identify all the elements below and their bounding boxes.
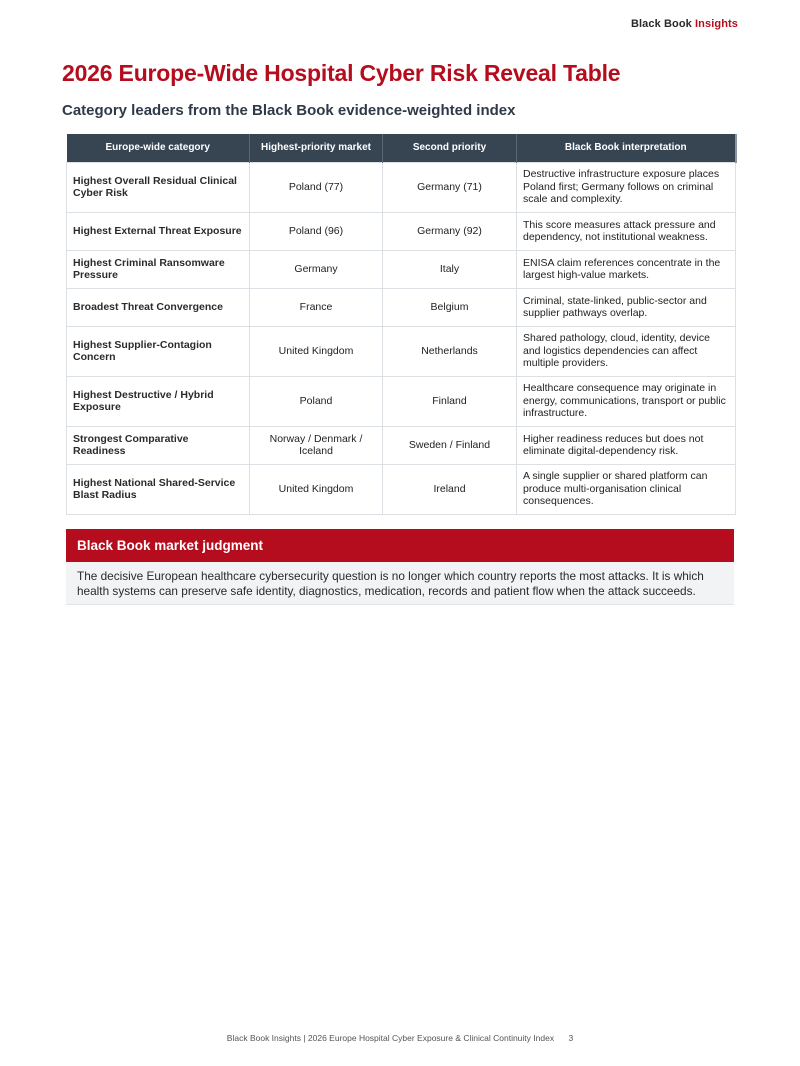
page-number: 3 [568, 1033, 574, 1043]
cell-second: Germany (71) [383, 162, 517, 212]
cell-interpretation: ENISA claim references concentrate in the largest high-value markets. [517, 250, 736, 288]
table-row [67, 288, 736, 326]
cell-category: Highest Destructive / Hybrid Exposure [67, 376, 250, 426]
cell-second: Finland [383, 376, 517, 426]
column-header-highest: Highest-priority market [250, 134, 383, 162]
cell-second: Ireland [383, 464, 517, 514]
cell-interpretation: Criminal, state-linked, public-sector and supplier pathways overlap. [517, 288, 736, 326]
brand-header [631, 18, 738, 30]
cell-highest: Norway / Denmark / Iceland [250, 426, 383, 464]
cell-second: Belgium [383, 288, 517, 326]
table-row [67, 250, 736, 288]
table-row [67, 464, 736, 514]
table-row [67, 376, 736, 426]
cell-interpretation: This score measures attack pressure and dependency, not institutional weakness. [517, 212, 736, 250]
cell-interpretation: Destructive infrastructure exposure places Poland first; Germany follows on criminal scale and complexity. [517, 162, 736, 212]
cell-highest: Poland (96) [250, 212, 383, 250]
judgment-body: The decisive European healthcare cybersecurity question is no longer which country reports the most attacks. It is which health systems can preserve safe identity, diagnostics, medication, records and patient flow when the attack succeeds. [66, 562, 734, 605]
cell-interpretation: Higher readiness reduces but does not eliminate digital-dependency risk. [517, 426, 736, 464]
cell-highest: United Kingdom [250, 326, 383, 376]
cell-interpretation: Healthcare consequence may originate in energy, communications, transport or public infrastructure. [517, 376, 736, 426]
cell-highest: Germany [250, 250, 383, 288]
risk-reveal-table [66, 134, 737, 515]
cell-interpretation: A single supplier or shared platform can produce multi-organisation clinical consequences. [517, 464, 736, 514]
cell-second: Germany (92) [383, 212, 517, 250]
cell-highest: France [250, 288, 383, 326]
page-title: 2026 Europe-Wide Hospital Cyber Risk Reveal Table [62, 60, 621, 86]
column-header-category: Europe-wide category [67, 134, 250, 162]
column-header-interpretation: Black Book interpretation [517, 134, 736, 162]
page-footer [0, 1033, 800, 1043]
cell-highest: Poland [250, 376, 383, 426]
brand-accent: Insights [695, 18, 738, 30]
table-row [67, 426, 736, 464]
column-header-second: Second priority [383, 134, 517, 162]
cell-highest: United Kingdom [250, 464, 383, 514]
cell-second: Italy [383, 250, 517, 288]
table-row [67, 212, 736, 250]
table-row [67, 326, 736, 376]
footer-text: Black Book Insights | 2026 Europe Hospital Cyber Exposure & Clinical Continuity Index [226, 1033, 555, 1043]
cell-category: Strongest Comparative Readiness [67, 426, 250, 464]
cell-category: Highest Supplier-Contagion Concern [67, 326, 250, 376]
cell-highest: Poland (77) [250, 162, 383, 212]
cell-category: Broadest Threat Convergence [67, 288, 250, 326]
cell-category: Highest Criminal Ransomware Pressure [67, 250, 250, 288]
table-row [67, 162, 736, 212]
cell-second: Netherlands [383, 326, 517, 376]
table-header-row [67, 134, 736, 162]
cell-category: Highest National Shared-Service Blast Radius [67, 464, 250, 514]
judgment-heading: Black Book market judgment [66, 529, 734, 562]
cell-category: Highest Overall Residual Clinical Cyber Risk [67, 162, 250, 212]
cell-second: Sweden / Finland [383, 426, 517, 464]
page-subtitle: Category leaders from the Black Book evidence-weighted index [62, 102, 516, 119]
cell-interpretation: Shared pathology, cloud, identity, device and logistics dependencies can affect multiple providers. [517, 326, 736, 376]
brand-primary: Black Book [630, 18, 692, 30]
cell-category: Highest External Threat Exposure [67, 212, 250, 250]
